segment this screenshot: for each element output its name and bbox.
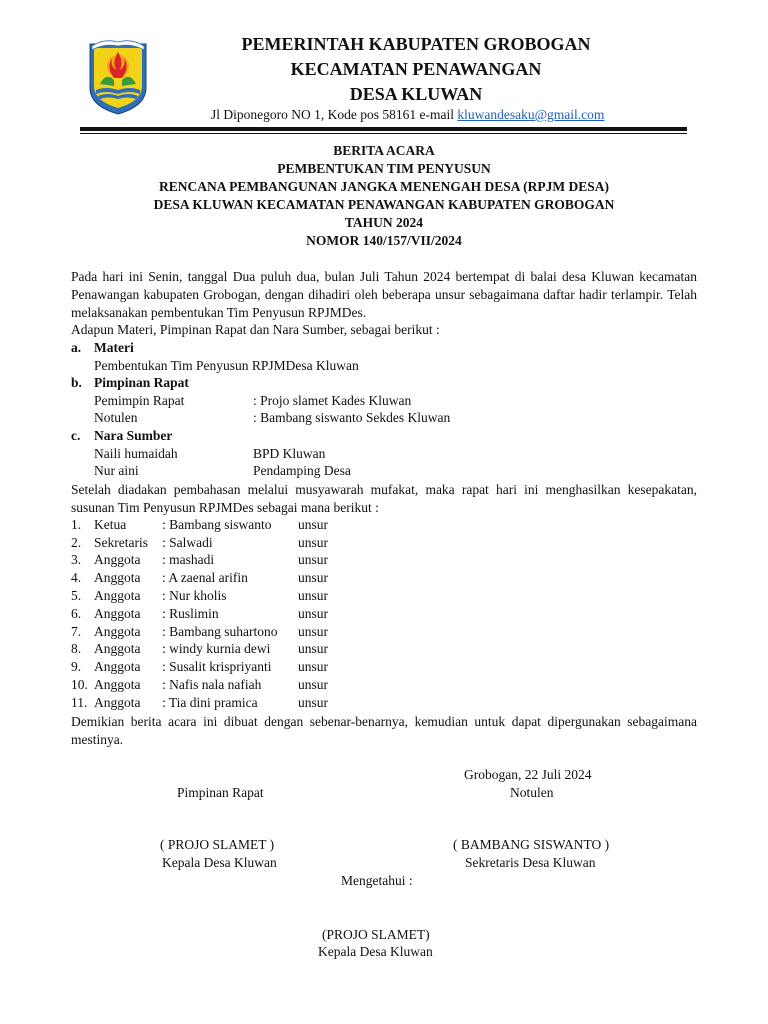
member-number: 1.	[71, 517, 82, 532]
doc-subtitle-3: DESA KLUWAN KECAMATAN PENAWANGAN KABUPATEN GROBOGAN	[153, 197, 615, 212]
member-role: Anggota	[94, 588, 141, 603]
section-c-row-value: BPD Kluwan	[253, 446, 326, 461]
section-c-heading: Nara Sumber	[94, 428, 173, 443]
member-role: Anggota	[94, 641, 141, 656]
right-signer-title: Notulen	[510, 785, 554, 800]
header-address	[211, 107, 604, 123]
intro-paragraph: Pada hari ini Senin, tanggal Dua puluh dua, bulan Juli Tahun 2024 bertempat di balai desa Kluwan kecamatan Penawangan kabupaten Grobogan, dengan dihadiri oleh beberapa unsur sebagaimana daftar hadir terlampir. Telah melaksanakan pembentukan Tim Penyusun RPJMDes.	[71, 269, 697, 320]
doc-subtitle-2: RENCANA PEMBANGUNAN JANGKA MENENGAH DESA (RPJM DESA)	[158, 179, 609, 194]
address-text: Jl Diponegoro NO 1, Kode pos 58161 e-mail	[211, 107, 458, 122]
email-link[interactable]: kluwandesaku@gmail.com	[457, 107, 605, 122]
section-c-marker: c.	[71, 428, 81, 443]
member-name: : A zaenal arifin	[162, 570, 248, 585]
section-b-row-label: Pemimpin Rapat	[94, 393, 185, 408]
member-number: 7.	[71, 624, 82, 639]
member-unsur: unsur	[298, 641, 328, 656]
member-name: : Bambang siswanto	[162, 517, 272, 532]
member-role: Anggota	[94, 624, 141, 639]
section-b-row-value: : Projo slamet Kades Kluwan	[253, 393, 412, 408]
member-unsur: unsur	[298, 552, 328, 567]
member-role: Anggota	[94, 552, 141, 567]
right-signer-name: ( BAMBANG SISWANTO )	[453, 837, 610, 852]
member-unsur: unsur	[298, 606, 328, 621]
section-b-row-value: : Bambang siswanto Sekdes Kluwan	[253, 410, 451, 425]
member-name: : Susalit krispriyanti	[162, 659, 272, 674]
member-number: 9.	[71, 659, 82, 674]
member-role: Anggota	[94, 677, 141, 692]
member-unsur: unsur	[298, 659, 328, 674]
right-signer-position: Sekretaris Desa Kluwan	[465, 855, 596, 870]
member-role: Anggota	[94, 570, 141, 585]
member-number: 5.	[71, 588, 82, 603]
member-name: : Nafis nala nafiah	[162, 677, 262, 692]
member-name: : mashadi	[162, 552, 215, 567]
member-name: : Ruslimin	[162, 606, 219, 621]
member-name: : windy kurnia dewi	[162, 641, 271, 656]
member-number: 10.	[71, 677, 88, 692]
member-role: Anggota	[94, 606, 141, 621]
grobogan-crest-logo	[86, 36, 150, 116]
section-a-heading: Materi	[94, 340, 134, 355]
member-unsur: unsur	[298, 517, 328, 532]
member-name: : Salwadi	[162, 535, 213, 550]
doc-number: NOMOR 140/157/VII/2024	[306, 233, 462, 248]
header-rule-thick	[80, 127, 687, 131]
header-district: KECAMATAN PENAWANGAN	[290, 59, 542, 79]
member-name: : Bambang suhartono	[162, 624, 278, 639]
place-date: Grobogan, 22 Juli 2024	[464, 767, 592, 782]
section-b-heading: Pimpinan Rapat	[94, 375, 189, 390]
header-government: PEMERINTAH KABUPATEN GROBOGAN	[241, 34, 591, 54]
member-number: 8.	[71, 641, 82, 656]
member-name: : Nur kholis	[162, 588, 227, 603]
member-role: Anggota	[94, 695, 141, 710]
left-signer-position: Kepala Desa Kluwan	[162, 855, 277, 870]
member-role: Ketua	[94, 517, 127, 532]
doc-subtitle-1: PEMBENTUKAN TIM PENYUSUN	[277, 161, 491, 176]
result-paragraph: Setelah diadakan pembahasan melalui musyawarah mufakat, maka rapat hari ini menghasilkan kesepakatan, susunan Tim Penyusun RPJMDes sebagai mana berikut :	[71, 482, 697, 515]
doc-year: TAHUN 2024	[344, 215, 424, 230]
center-signer-position: Kepala Desa Kluwan	[318, 944, 433, 959]
section-a-text: Pembentukan Tim Penyusun RPJMDesa Kluwan	[94, 358, 359, 373]
member-name: : Tia dini pramica	[162, 695, 258, 710]
center-signer-name: (PROJO SLAMET)	[322, 927, 430, 942]
section-c-row-label: Naili humaidah	[94, 446, 178, 461]
member-role: Anggota	[94, 659, 141, 674]
member-unsur: unsur	[298, 535, 328, 550]
member-number: 3.	[71, 552, 82, 567]
member-unsur: unsur	[298, 588, 328, 603]
section-b-marker: b.	[71, 375, 82, 390]
doc-title: BERITA ACARA	[333, 143, 435, 158]
member-unsur: unsur	[298, 624, 328, 639]
member-number: 6.	[71, 606, 82, 621]
section-b-row-label: Notulen	[94, 410, 138, 425]
member-unsur: unsur	[298, 570, 328, 585]
adapun-line: Adapun Materi, Pimpinan Rapat dan Nara Sumber, sebagai berikut :	[71, 322, 440, 337]
closing-paragraph: Demikian berita acara ini dibuat dengan sebenar-benarnya, kemudian untuk dapat dipergunakan sebagaimana mestinya.	[71, 714, 697, 747]
section-c-row-value: Pendamping Desa	[253, 463, 351, 478]
member-unsur: unsur	[298, 695, 328, 710]
section-c-row-label: Nur aini	[94, 463, 139, 478]
left-signer-name: ( PROJO SLAMET )	[160, 837, 275, 852]
left-signer-title: Pimpinan Rapat	[177, 785, 264, 800]
mengetahui-label: Mengetahui :	[341, 873, 413, 888]
member-unsur: unsur	[298, 677, 328, 692]
header-rule-thin	[80, 133, 687, 134]
header-village: DESA KLUWAN	[349, 84, 483, 104]
member-number: 11.	[71, 695, 88, 710]
section-a-marker: a.	[71, 340, 82, 355]
member-number: 2.	[71, 535, 82, 550]
member-role: Sekretaris	[94, 535, 148, 550]
member-number: 4.	[71, 570, 82, 585]
